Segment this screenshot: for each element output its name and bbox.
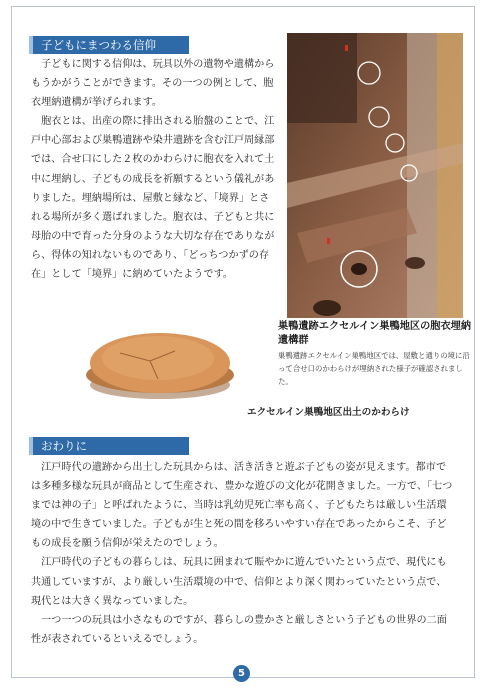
kawarake-image	[80, 313, 240, 405]
section-heading-label: おわりに	[41, 439, 87, 453]
section-heading-beliefs	[29, 36, 189, 54]
conclusion-paragraph-3: 一つ一つの玩具は小さなものですが、暮らしの豊かさと厳しさという子どもの世界の二面性が表されているといえるでしょう。	[31, 614, 447, 645]
kawarake-photo	[80, 313, 240, 405]
section-heading-label: 子どもにまつわる信仰	[41, 38, 156, 52]
excavation-site-image	[287, 33, 463, 318]
kawarake-photo-caption: エクセルイン巣鴨地区出土のかわらけ	[247, 407, 410, 418]
excavation-site-photo	[287, 33, 463, 318]
beliefs-body	[31, 55, 275, 284]
conclusion-paragraph-2: 江戸時代の子どもの暮らしは、玩具に囲まれて賑やかに遊んでいたという点で、現代にも共通していますが、より厳しい生活環境の中で、信仰とより深く関わっていたという点で、現代とは大きく異なっていました。	[31, 557, 447, 607]
site-photo-caption-title: 巣鴨遺跡エクセルイン巣鴨地区の胞衣埋納遺構群	[278, 321, 472, 346]
site-photo-caption-body: 巣鴨遺跡エクセルイン巣鴨地区では、屋敷と通りの境に沿って合せ口のかわらけが埋納された様子が確認されました。	[278, 351, 470, 386]
conclusion-body	[31, 458, 455, 649]
conclusion-paragraph-1: 江戸時代の遺跡から出土した玩具からは、活き活きと遊ぶ子どもの姿が見えます。都市では多種多様な玩具が商品として生産され、豊かな遊びの文化が花開きました。一方で、「七つまでは神の子」と呼ばれたように、当時は乳幼児死亡率も高く、子どもたちは厳しい生活環境の中で生きていました。子どもが生と死の間を移ろいやすい存在であったからこそ、子どもの成長を願う信仰が栄えたのでしょう。	[31, 462, 453, 550]
beliefs-paragraph-2: 胞衣とは、出産の際に排出される胎盤のことで、江戸中心部および巣鴨遺跡や染井遺跡を含む江戸周縁部では、合せ口にした２枚のかわらけに胞衣を入れて土中に埋納し、子どもの成長を祈願するという儀礼がありました。埋納場所は、屋敷と縁など、「境界」とされる場所が多く選ばれました。胞衣は、子どもと共に母胎の中で育った分身のような大切な存在でありながら、得体の知れないものであり、「どっちつかずの存在」として「境界」に納めていたようです。	[31, 116, 275, 281]
beliefs-paragraph-1: 子どもに関する信仰は、玩具以外の遺物や遺構からもうかがうことができます。その一つの例として、胞衣埋納遺構が挙げられます。	[31, 59, 275, 109]
page-number: 5	[233, 665, 250, 682]
section-heading-conclusion	[29, 437, 189, 455]
